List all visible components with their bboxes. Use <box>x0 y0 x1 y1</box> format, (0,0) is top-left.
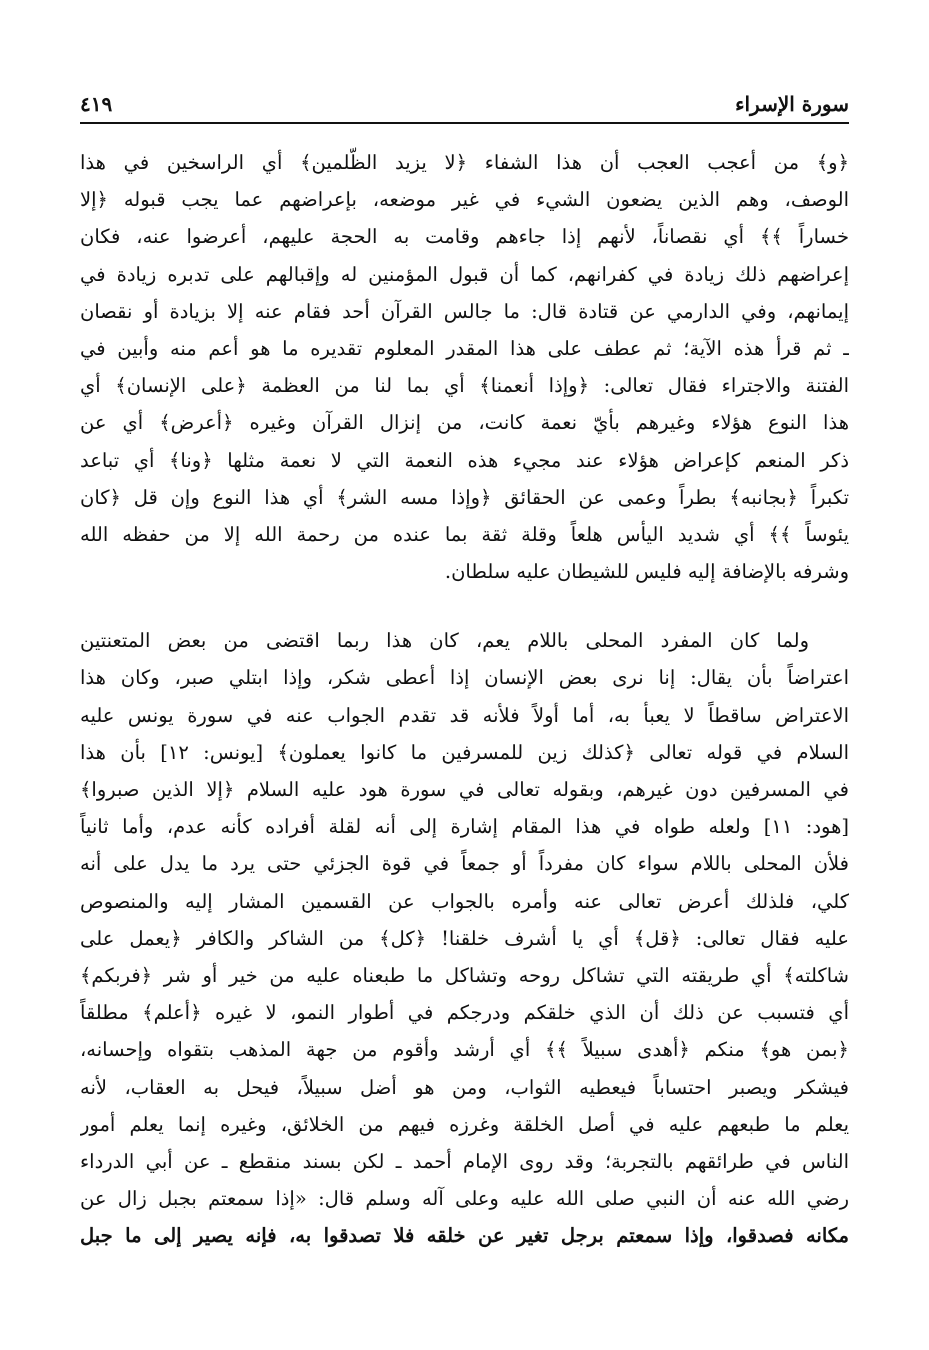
text-line: اعتراضاً بأن يقال: إنا نرى بعض الإنسان إذا أعطى شكر، وإذا ابتلي صبر، وكان هذا <box>80 666 849 690</box>
text-line: عليه فقال تعالى: ﴿قل﴾ أي يا أشرف خلقنا! ﴿كل﴾ من الشاكر والكافر ﴿يعمل على <box>80 926 849 950</box>
text-line: تكبراً ﴿بجانبه﴾ بطراً وعمى عن الحقائق ﴿وإذا مسه الشر﴾ أي هذا النوع وإن قل ﴿كان <box>80 485 849 509</box>
text-line: يئوساً ﴾﴾ أي شديد اليأس هلعاً وقلة ثقة بما عنده من رحمة الله إلا من حفظه الله <box>80 522 849 546</box>
text-line: الوصف، وهم الذين يضعون الشيء في غير موضعه، بإعراضهم عما يجب قبوله ﴿إلا <box>80 188 849 212</box>
text-line: وشرفه بالإضافة إليه فليس للشيطان عليه سلطان. <box>444 560 849 584</box>
text-line: ولما كان المفرد المحلى باللام يعم، كان هذا ربما اقتضى من بعض المتعنتين <box>80 629 809 653</box>
text-line: في المسرفين دون غيرهم، وبقوله تعالى في سورة هود عليه السلام ﴿إلا الذين صبروا﴾ <box>80 778 849 801</box>
text-line: الناس في طرائقهم بالتجربة؛ وقد روى الإمام أحمد ـ لكن بسند منقطع ـ عن أبي الدرداء <box>80 1149 849 1173</box>
text-line: يعلم ما طبعهم عليه في أصل الخلقة وغرزه فيهم من الخلائق، وغيره إنما يعلم أمور <box>80 1112 849 1136</box>
text-line: السلام في قوله تعالى ﴿كذلك زين للمسرفين ما كانوا يعملون﴾ [يونس: ١٢] بأن هذا <box>80 740 849 764</box>
text-line: الاعتراض ساقطاً لا يعبأ به، أما أولاً فلأنه قد تقدم الجواب عنه في سورة يونس عليه <box>80 703 849 727</box>
paragraph-1 <box>80 144 849 590</box>
text-line: إعراضهم ذلك زيادة في كفرانهم، كما أن قبول المؤمنين له وإقبالهم على تدبره زيادة في <box>80 262 849 286</box>
text-line: إيمانهم، وفي الدارمي عن قتادة قال: ما جالس القرآن أحد فقام عنه إلا بزيادة أو نقصان <box>80 299 849 323</box>
text-line: ذكر المنعم كإعراض هؤلاء عند مجيء هذه النعمة التي لا نعمة مثلها ﴿ونا﴾ أي تباعد <box>80 448 849 472</box>
text-line: ﴿و﴾ من أعجب العجب أن هذا الشفاء ﴿لا يزيد الظّلمين﴾ أي الراسخين في هذا <box>80 151 849 174</box>
text-line: ـ ثم قرأ هذه الآية؛ ثم عطف على هذا المقدر المعلوم تقديره ما هو أعم منه وأبين في <box>80 336 849 360</box>
text-line: ﴿بمن هو﴾ منكم ﴿أهدى سبيلاً ﴾﴾ أي أرشد وأقوم من جهة المذهب بتقواه وإحسانه، <box>80 1038 849 1062</box>
text-line: أي فتسبب عن ذلك أن الذي خلقكم ودرجكم في أطوار النمو، لا غيره ﴿أعلم﴾ مطلقاً <box>80 1001 849 1025</box>
text-line: شاكلته﴾ أي طريقته التي تشاكل روحه وتشاكل ما طبعناه عليه من خير أو شر ﴿فربكم﴾ <box>80 963 849 987</box>
text-line: هذا النوع هؤلاء وغيرهم بأيّ نعمة كانت، من إنزال القرآن وغيره ﴿أعرض﴾ أي عن <box>80 411 849 435</box>
text-line: فيشكر ويصبر احتساباً فيعطيه الثواب، ومن هو أضل سبيلاً، فيحل به العقاب، لأنه <box>80 1075 849 1099</box>
text-line: رضي الله عنه أن النبي صلى الله عليه وعلى آله وسلم قال: «إذا سمعتم بجبل زال عن <box>80 1187 849 1211</box>
text-line: [هود: ١١] ولعله طواه في هذا المقام إشارة إلى أنه لقلة أفراده كأنه عدم، وأما ثانياً <box>80 815 849 839</box>
paragraph-gap <box>80 590 849 622</box>
running-header <box>80 88 849 124</box>
text-line: الفتنة والاجتراء فقال تعالى: ﴿وإذا أنعمنا﴾ أي بما لنا من العظمة ﴿على الإنسان﴾ أي <box>80 374 849 398</box>
text-body <box>80 144 849 1254</box>
surah-title: سورة الإسراء <box>735 92 849 116</box>
text-line: خساراً ﴾﴾ أي نقصاناً، لأنهم إذا جاءهم وقامت به الحجة عليهم، أعرضوا عنه، فكان <box>80 225 849 249</box>
text-line: فلأن المحلى باللام سواء كان مفرداً أو جمعاً في قوة الجزئي حتى يرد ما يدل على أنه <box>80 852 849 876</box>
page-number: ٤١٩ <box>80 92 113 116</box>
paragraph-2 <box>80 622 849 1254</box>
text-line: مكانه فصدقوا، وإذا سمعتم برجل تغير عن خلقه فلا تصدقوا به، فإنه يصير إلى ما جبل <box>80 1224 849 1248</box>
text-line: كلي، فلذلك أعرض تعالى عنه وأمره بالجواب عن القسمين المشار إليه والمنصوص <box>80 889 849 913</box>
